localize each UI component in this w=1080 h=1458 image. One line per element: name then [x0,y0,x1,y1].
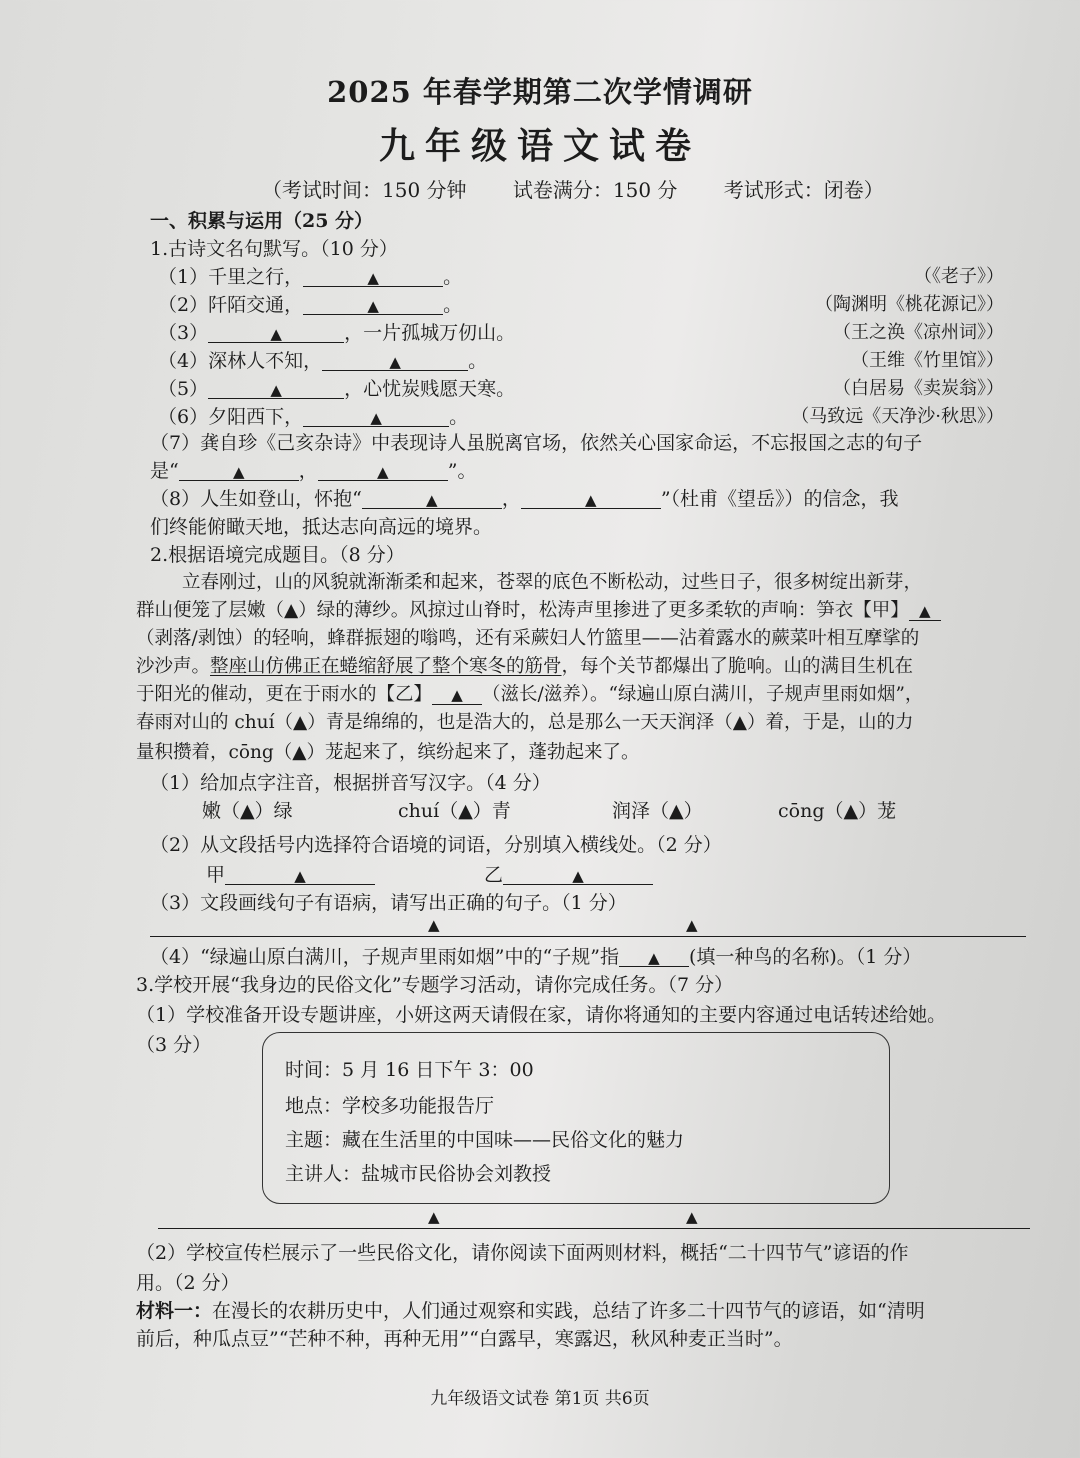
notice-place: 地点：学校多功能报告厅 [285,1095,495,1117]
full-score: 试卷满分：150 分 [512,178,678,202]
answer-blank-yi[interactable]: ▲ [432,684,482,705]
q1-item-8: （8）人生如登山，怀抱“ ▲ ， ▲ ”（杜甫《望岳》）的信念，我 [150,488,899,510]
q2-sub1-item: cōng（▲）茏 [778,800,897,822]
answer-line[interactable] [150,934,1026,937]
q3-sub1-score: （3 分） [136,1034,212,1056]
answer-marker: ▲ [686,1208,698,1226]
q2-sub1-item: chuí（▲）青 [398,800,511,822]
part1-title: 一、积累与运用（25 分） [150,210,374,232]
answer-line[interactable] [158,1226,1030,1229]
q2-sub2: （2）从文段括号内选择符合语境的词语，分别填入横线处。（2 分） [150,834,722,856]
notice-speaker: 主讲人：盐城市民俗协会刘教授 [285,1163,552,1185]
q1-item-5: （5） ▲ ，心忧炭贱愿天寒。 [158,378,516,400]
answer-blank[interactable]: ▲ [303,266,443,287]
q1-item-3: （3） ▲ ，一片孤城万仞山。 [158,322,516,344]
exam-subtitle: 九年级语文试卷 [378,125,701,167]
answer-blank[interactable]: ▲ [208,322,344,343]
q1-item-1: （1）千里之行， ▲ 。 [158,266,463,288]
exam-info [262,174,924,203]
answer-blank[interactable]: ▲ [225,864,375,885]
exam-title: 2025 年春学期第二次学情调研 [327,75,753,109]
q2-passage-line: 量积攒着，cōng（▲）茏起来了，缤纷起来了，蓬勃起来了。 [136,742,640,763]
q1-source-3: （王之涣《凉州词》） [833,322,1004,343]
answer-marker: ▲ [428,916,440,934]
q1-source-4: （王维《竹里馆》） [851,350,1004,371]
answer-blank[interactable]: ▲ [179,460,299,481]
q2-passage-line: 群山便笼了层嫩（▲）绿的薄纱。风掠过山脊时，松涛声里掺进了更多柔软的声响：笋衣【甲】 ▲ [136,596,1036,622]
answer-marker: ▲ [686,916,698,934]
answer-blank[interactable]: ▲ [208,378,344,399]
answer-blank[interactable]: ▲ [362,488,502,509]
answer-marker: ▲ [428,1208,440,1226]
q1-title: 1.古诗文名句默写。（10 分） [150,238,398,260]
q2-sub4: （4）“绿遍山原白满川，子规声里雨如烟”中的“子规”指 ▲ (填一种鸟的名称)。（1 分） [150,946,922,968]
answer-blank-jia[interactable]: ▲ [909,600,941,621]
q3-sub2-cont: 用。（2 分） [136,1272,240,1294]
answer-blank[interactable]: ▲ [318,460,448,481]
q1-item-2: （2）阡陌交通， ▲ 。 [158,294,463,316]
q2-passage-line: 沙沙声。整座山仿佛正在蜷缩舒展了整个寒冬的筋骨，每个关节都爆出了脆响。山的满目生机在 [136,656,914,677]
answer-blank[interactable]: ▲ [303,294,443,315]
answer-blank[interactable]: ▲ [619,946,689,967]
exam-time: （考试时间：150 分钟 [262,178,467,202]
q1-item-6: （6）夕阳西下， ▲ 。 [158,406,469,428]
q2-passage-line: （剥落/剥蚀）的轻响，蜂群振翅的嗡鸣，还有采蕨妇人竹篮里——沾着露水的蕨菜叶相互摩挲的 [136,628,920,649]
q1-item-8-cont: 们终能俯瞰天地，抵达志向高远的境界。 [150,516,493,538]
q1-source-6: （马致远《天净沙·秋思》） [791,406,1004,427]
underlined-sentence: 整座山仿佛正在蜷缩舒展了整个寒冬的筋骨 [210,656,562,677]
q2-passage-line: 立春刚过，山的风貌就渐渐柔和起来，苍翠的底色不断松动，过些日子，很多树绽出新芽， [182,572,923,593]
material-1: 材料一：在漫长的农耕历史中，人们通过观察和实践，总结了许多二十四节气的谚语，如“清明 [136,1300,925,1322]
q2-sub3: （3）文段画线句子有语病，请写出正确的句子。（1 分） [150,892,627,914]
q2-sub2-yi: 乙 ▲ [484,860,653,887]
notice-time: 时间：5 月 16 日下午 3：00 [285,1059,534,1081]
q3-sub1: （1）学校准备开设专题讲座，小妍这两天请假在家，请你将通知的主要内容通过电话转述给她。 [136,1004,947,1026]
material-1-cont: 前后，种瓜点豆”“芒种不种，再种无用”“白露早，寒露迟，秋风种麦正当时”。 [136,1328,793,1350]
q1-source-5: （白居易《卖炭翁》） [833,378,1004,399]
answer-blank[interactable]: ▲ [503,864,653,885]
q1-source-2: （陶渊明《桃花源记》） [815,294,1004,315]
q2-passage-line: 春雨对山的 chuí（▲）青是绵绵的，也是浩大的，总是那么一天天润泽（▲）着，于是，山的力 [136,712,914,733]
q2-title: 2.根据语境完成题目。（8 分） [150,544,405,566]
q2-sub2-jia: 甲 ▲ [206,860,375,887]
q2-passage-line: 于阳光的催动，更在于雨水的【乙】 ▲ （滋长/滋养）。“绿遍山原白满川，子规声里雨如烟”， [136,684,924,705]
material-1-label: 材料一： [136,1300,213,1322]
q3-sub2: （2）学校宣传栏展示了一些民俗文化，请你阅读下面两则材料，概括“二十四节气”谚语的作 [136,1242,909,1264]
notice-box [262,1032,890,1204]
q2-sub1-item: 嫩（▲）绿 [202,800,293,822]
exam-form: 考试形式：闭卷） [723,178,884,202]
q1-item-4: （4）深林人不知， ▲ 。 [158,350,488,372]
q2-sub1: （1）给加点字注音，根据拼音写汉字。（4 分） [150,772,551,794]
q3-title: 3.学校开展“我身边的民俗文化”专题学习活动，请你完成任务。（7 分） [136,974,734,996]
q2-sub1-item: 润泽（▲） [612,800,703,822]
answer-blank[interactable]: ▲ [521,488,661,509]
notice-topic: 主题：藏在生活里的中国味——民俗文化的魅力 [285,1129,685,1151]
answer-blank[interactable]: ▲ [303,406,449,427]
q1-item-7-answer: 是“ ▲ ， ▲ ”。 [150,460,477,482]
q1-item-7-prompt: （7）龚自珍《己亥杂诗》中表现诗人虽脱离官场，依然关心国家命运，不忘报国之志的句子 [150,432,923,454]
page-footer: 九年级语文试卷 第1页 共6页 [430,1389,650,1409]
q1-source-1: （《老子》） [914,266,1004,287]
answer-blank[interactable]: ▲ [322,350,468,371]
